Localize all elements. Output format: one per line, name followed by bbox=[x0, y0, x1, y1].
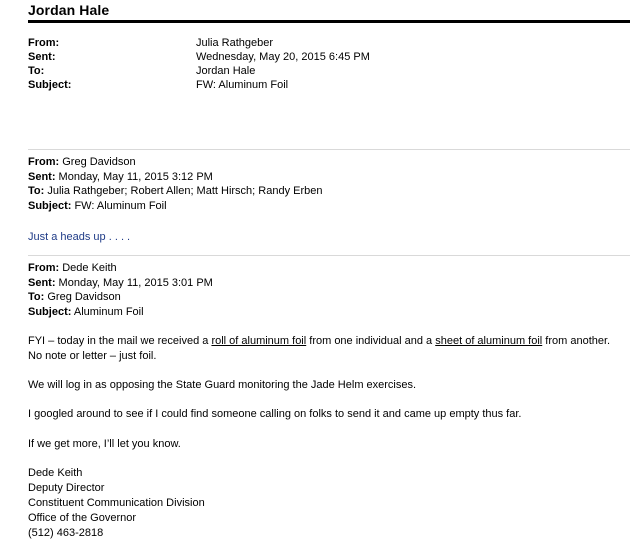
body-paragraph-1: FYI – today in the mail we received a roll of aluminum foil from one individual and a sheet of aluminum foil from another. No note or letter – just foil. bbox=[28, 335, 611, 362]
header-row-sent bbox=[28, 50, 428, 64]
header-label: Subject: bbox=[28, 79, 72, 91]
header-label: From: bbox=[28, 37, 60, 49]
forward-1-to: To: Julia Rathgeber; Robert Allen; Matt Hirsch; Randy Erben bbox=[28, 185, 323, 197]
header-row-to bbox=[28, 64, 428, 78]
body-paragraph-3: I googled around to see if I could find someone calling on folks to send it and came up empty thus far. bbox=[28, 408, 522, 420]
header-label: To: bbox=[28, 65, 45, 77]
header-row-subject bbox=[28, 78, 428, 92]
header-row-from bbox=[28, 36, 428, 50]
body-paragraph-2: We will log in as opposing the State Guard monitoring the Jade Helm exercises. bbox=[28, 379, 417, 391]
forward-2-from: From: Dede Keith bbox=[28, 262, 117, 274]
forward-1-subject: Subject: FW: Aluminum Foil bbox=[28, 199, 167, 212]
separator-2 bbox=[28, 255, 630, 256]
header-label: Sent: bbox=[28, 51, 56, 63]
forward-1-sent: Sent: Monday, May 11, 2015 3:12 PM bbox=[28, 170, 213, 183]
foil-roll-text: roll of aluminum foil bbox=[211, 335, 307, 347]
header-value: Jordan Hale bbox=[196, 65, 256, 77]
signature-office: Office of the Governor bbox=[28, 512, 137, 524]
owner-rule bbox=[28, 20, 630, 23]
forward-2-header bbox=[28, 261, 618, 319]
owner-name: Jordan Hale bbox=[28, 2, 110, 18]
signature bbox=[28, 466, 205, 541]
signature-division: Constituent Communication Division bbox=[28, 497, 205, 509]
outer-header bbox=[28, 36, 428, 92]
signature-name: Dede Keith bbox=[28, 467, 83, 479]
forward-2-to: To: Greg Davidson bbox=[28, 291, 121, 303]
separator-1 bbox=[28, 149, 630, 150]
forward-1-header bbox=[28, 155, 618, 213]
forward-1-note: Just a heads up . . . . bbox=[28, 231, 131, 243]
forward-2-sent: Sent: Monday, May 11, 2015 3:01 PM bbox=[28, 276, 213, 289]
signature-title: Deputy Director bbox=[28, 482, 105, 494]
body-paragraph-4: If we get more, I’ll let you know. bbox=[28, 438, 181, 450]
header-value: Wednesday, May 20, 2015 6:45 PM bbox=[196, 51, 370, 63]
forward-1-from: From: Greg Davidson bbox=[28, 156, 136, 168]
header-value: FW: Aluminum Foil bbox=[196, 79, 289, 91]
signature-phone: (512) 463-2818 bbox=[28, 527, 104, 539]
foil-sheet-text: sheet of aluminum foil bbox=[435, 335, 543, 347]
header-value: Julia Rathgeber bbox=[196, 37, 274, 49]
forward-2-subject: Subject: Aluminum Foil bbox=[28, 305, 144, 318]
